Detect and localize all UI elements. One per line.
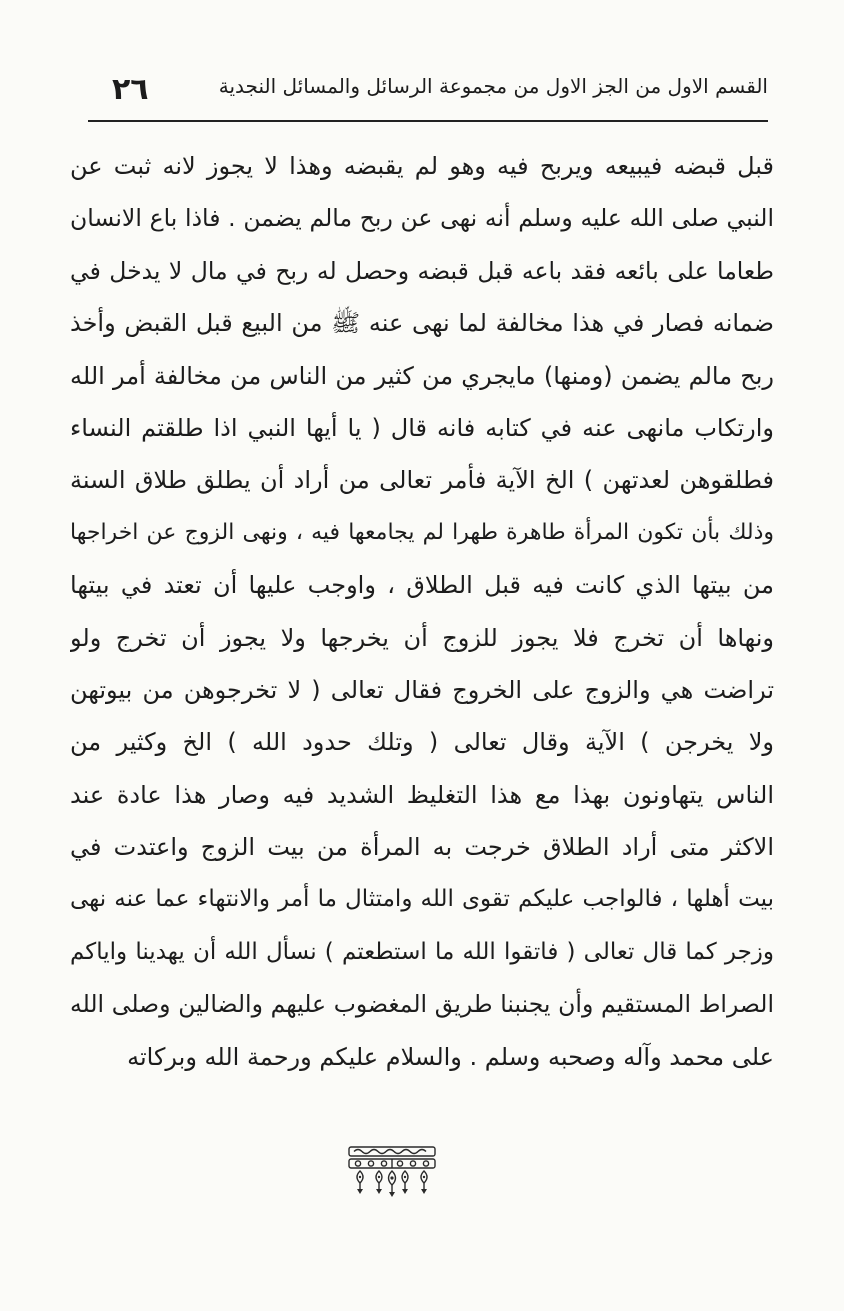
text-line: وذلك بأن تكون المرأة طاهرة طهرا لم يجامعها فيه ، ونهى الزوج عن اخراجها [70,519,774,545]
text-line: الصراط المستقيم وأن يجنبنا طريق المغضوب عليهم والضالين وصلى الله [70,990,774,1019]
text-line: طعاما على بائعه فقد باعه قبل قبضه وحصل له ربح في مال لا يدخل في [70,256,774,285]
text-line: بيت أهلها ، فالواجب عليكم تقوى الله وامتثال ما أمر والانتهاء عما عنه نهى [70,886,774,913]
text-line: ضمانه فصار في هذا مخالفة لما نهى عنه ﷺ من البيع قبل القبض وأخذ [70,309,774,338]
page-number: ٢٦ [112,72,149,107]
text-line: ونهاها أن تخرج فلا يجوز للزوج أن يخرجها ولا يجوز أن تخرج ولو [70,623,774,652]
page-header [88,66,768,114]
running-title: القسم الاول من الجز الاول من مجموعة الرسائل والمسائل النجدية [218,74,768,98]
text-line: وارتكاب مانهى عنه في كتابه فانه قال ( يا أيها النبي اذا طلقتم النساء [70,413,774,442]
text-line: النبي صلى الله عليه وسلم أنه نهى عن ربح مالم يضمن . فاذا باع الانسان [70,204,774,233]
text-line: تراضت هي والزوج على الخروج فقال تعالى ( لا تخرجوهن من بيوتهن [70,675,774,704]
text-line: قبل قبضه فيبيعه ويربح فيه وهو لم يقبضه وهذا لا يجوز لانه ثبت عن [70,152,774,180]
text-line: على محمد وآله وصحبه وسلم . والسلام عليكم ورحمة الله وبركاته [127,1042,774,1071]
text-line: فطلقوهن لعدتهن ) الخ الآية فأمر تعالى من أراد أن يطلق طلاق السنة [70,466,774,495]
text-line: الاكثر متى أراد الطلاق خرجت به المرأة من بيت الزوج واعتدت في [70,833,774,862]
text-line: الناس يتهاونون بهذا مع هذا التغليظ الشديد فيه وصار هذا عادة عند [70,780,774,809]
floral-ornament-icon [346,1144,438,1198]
body-text [70,140,774,1083]
header-divider [88,120,768,122]
text-line: ولا يخرجن ) الآية وقال تعالى ( وتلك حدود الله ) الخ وكثير من [70,728,774,757]
text-line: ربح مالم يضمن (ومنها) مايجري من كثير من الناس من مخالفة أمر الله [70,361,774,390]
text-line: وزجر كما قال تعالى ( فاتقوا الله ما استطعتم ) نسأل الله أن يهدينا واياكم [70,938,774,965]
text-line: من بيتها الذي كانت فيه قبل الطلاق ، واوجب عليها أن تعتد في بيتها [70,571,774,600]
